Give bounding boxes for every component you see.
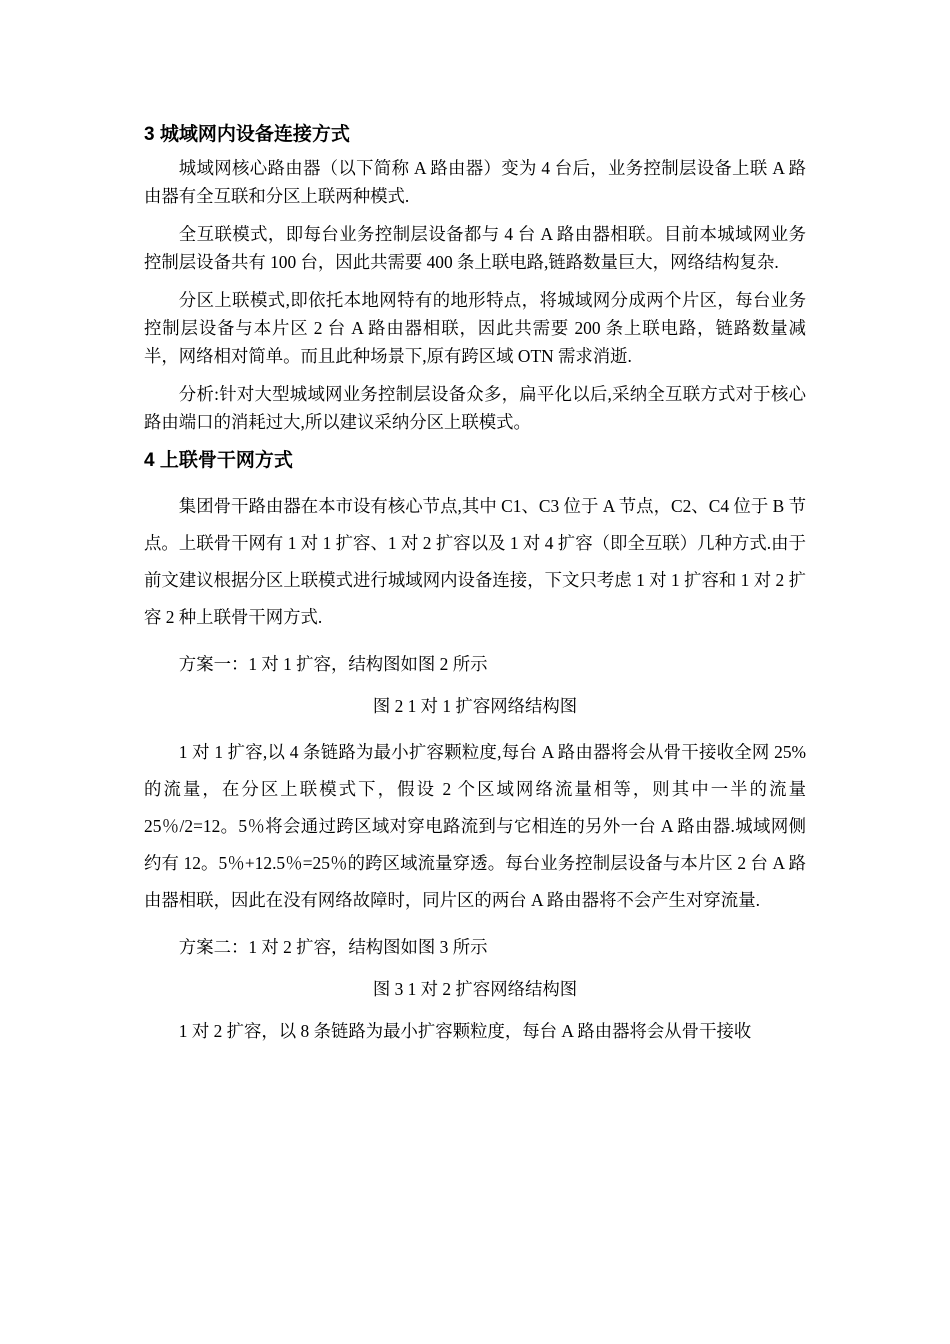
document-page bbox=[144, 120, 806, 1045]
section-3-paragraph-2: 全互联模式，即每台业务控制层设备都与 4 台 A 路由器相联。目前本城域网业务控制层设备共有 100 台，因此共需要 400 条上联电路,链路数量巨大，网络结构复杂. bbox=[144, 224, 806, 272]
scheme-2-label: 方案二：1 对 2 扩容，结构图如图 3 所示 bbox=[178, 937, 488, 957]
scheme-1-paragraph: 1 对 1 扩容,以 4 条链路为最小扩容颗粒度,每台 A 路由器将会从骨干接收全网 25%的流量，在分区上联模式下，假设 2 个区域网络流量相等，则其中一半的流量 25％/2=12。5％将会通过跨区域对穿电路流到与它相连的另外一台 A 路由器.城域网侧约有 12。5％+12.5％=25％的跨区域流量穿透。每台业务控制层设备与本片区 2 台 A 路由器相联，因此在没有网络故障时，同片区的两台 A 路由器将不会产生对穿流量. bbox=[144, 742, 806, 910]
section-3-paragraph-1: 城域网核心路由器（以下简称 A 路由器）变为 4 台后，业务控制层设备上联 A 路由器有全互联和分区上联两种模式. bbox=[144, 158, 806, 206]
scheme-2-paragraph: 1 对 2 扩容，以 8 条链路为最小扩容颗粒度，每台 A 路由器将会从骨干接收 bbox=[178, 1021, 752, 1041]
section-3-heading: 3 城域网内设备连接方式 bbox=[144, 124, 350, 145]
section-4-paragraph-1: 集团骨干路由器在本市设有核心节点,其中 C1、C3 位于 A 节点，C2、C4 位于 B 节点。上联骨干网有 1 对 1 扩容、1 对 2 扩容以及 1 对 4 扩容（即全互联）几种方式.由于前文建议根据分区上联模式进行城域网内设备连接，下文只考虑 1 对 1 扩容和 1 对 2 扩容 2 种上联骨干网方式. bbox=[144, 496, 806, 627]
section-3-paragraph-3: 分区上联模式,即依托本地网特有的地形特点，将城域网分成两个片区，每台业务控制层设备与本片区 2 台 A 路由器相联，因此共需要 200 条上联电路，链路数量减半，网络相对简单。而且此种场景下,原有跨区域 OTN 需求消逝. bbox=[144, 290, 806, 366]
section-4-heading: 4 上联骨干网方式 bbox=[144, 450, 293, 471]
figure-2-caption: 图 2 1 对 1 扩容网络结构图 bbox=[372, 696, 578, 716]
section-3-paragraph-4: 分析:针对大型城域网业务控制层设备众多，扁平化以后,采纳全互联方式对于核心路由端口的消耗过大,所以建议采纳分区上联模式。 bbox=[144, 384, 806, 432]
scheme-1-label: 方案一：1 对 1 扩容，结构图如图 2 所示 bbox=[178, 654, 488, 674]
figure-3-caption: 图 3 1 对 2 扩容网络结构图 bbox=[372, 979, 578, 999]
